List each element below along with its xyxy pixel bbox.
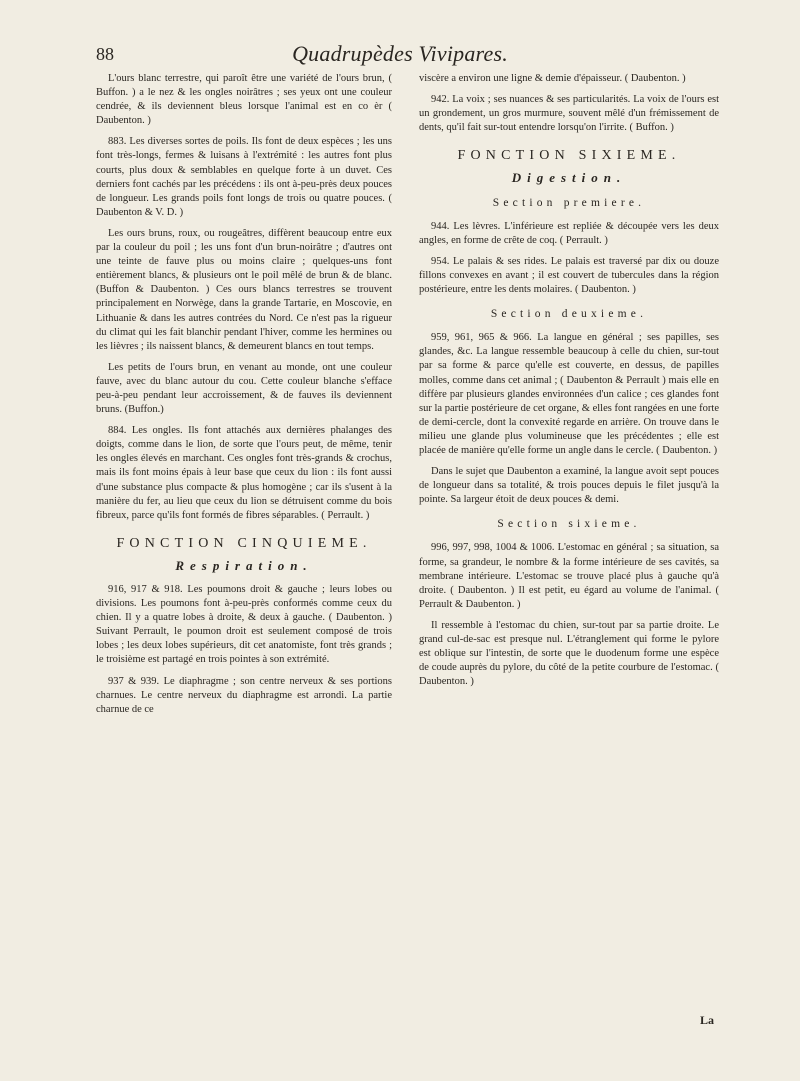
paragraph: Dans le sujet que Daubenton a examiné, la langue avoit sept pouces de longueur dans sa totalité, & trois pouces depuis le filet jusqu'à la pointe. Sa largeur étoit de deux pouces & demi. — [419, 466, 719, 506]
paragraph: Il ressemble à l'estomac du chien, sur-tout par sa partie droite. Le grand cul-de-sac est presque nul. L'étranglement qui forme le pylore est oblique sur l'intestin, de sorte que le duodenum forme une espèce de coude auprès du pylore, du côté de la petite courbure de l'estomac. ( Daubenton. ) — [419, 619, 719, 688]
section-title: FONCTION SIXIEME. — [457, 148, 681, 164]
paragraph: 942. La voix ; ses nuances & ses particularités. La voix de l'ours est un grondement, un gros murmure, souvent mêlé d'un frémissement de dents, qu'il fait sur-tout entendre lorsqu'on l'irrite. ( Buffon. ) — [419, 94, 719, 134]
paragraph: 916, 917 & 918. Les poumons droit & gauche ; leurs lobes ou divisions. Les poumons font à-peu-près conformés comme ceux du chien. Il y a quatre lobes à droite, & deux à gauche. ( Daubenton. ) Suivant Perrault, le poumon droit est seulement composé de trois lobes ; les deux lobes supérieurs, dit cet anatomiste, font très grands ; le troisième est partagé en trois pointes à son extrémité. — [96, 584, 392, 666]
paragraph: 996, 997, 998, 1004 & 1006. L'estomac en général ; sa situation, sa forme, sa grandeur, le nombre & la forme intérieure de ses cavités, sa membrane intérieure. L'estomac se trouve placé plus à gauche qu'à droite. ( Daubenton. ) Il est petit, eu égard au volume de l'animal. ( Perrault & Daubenton. ) — [419, 542, 719, 610]
paragraph: 954. Le palais & ses rides. Le palais est traversé par dix ou douze fillons convexes en avant ; il est couvert de tubercules dans la région postérieure, entre les dents molaires. ( Daubenton. ) — [419, 255, 719, 296]
subsection-title: Section deuxieme. — [490, 308, 648, 321]
left-column — [96, 72, 392, 724]
paragraph: 883. Les diverses sortes de poils. Ils font de deux espèces ; les uns font très-longs, fermes & luisans à l'extrémité : les autres font plus courts, plus doux & semblables en quelque forte à un duvet. Ces derniers font cachés par les précédens : ils ont à-peu-près deux pouces de longueur. Les grands poils font longs de trois ou quatre pouces. ( Daubenton & V. D. ) — [96, 136, 392, 218]
paragraph: 944. Les lèvres. L'inférieure est repliée & découpée vers les deux angles, en forme de crête de coq. ( Perrault. ) — [419, 220, 719, 246]
section-subtitle: Respiration. — [175, 557, 313, 573]
paragraph: Les ours bruns, roux, ou rougeâtres, diffèrent beaucoup entre eux par la couleur du poil ; les uns font d'un brun-noirâtre ; d'autres ont une teinte de fauve plus ou moins claire ; quelques-uns font entièrement blancs, & plusieurs ont le poil mêlé de brun & de blanc. (Buffon & Daubenton. ) Ces ours blancs terrestres se trouvent principalement en Norwège, dans la grande Tartarie, en Moscovie, en Lithuanie & dans les autres contrées du Nord. Ce n'est pas la rigueur du climat qui les fait blanchir pendant l'hiver, comme les hermines ou les lièvres ; ils naissent blancs, & demeurent blancs en tout temps. — [96, 227, 392, 352]
subsection-title: Section premiere. — [492, 196, 646, 209]
running-title: Quadrupèdes Vivipares. — [292, 41, 508, 66]
subsection-title: Section sixieme. — [497, 518, 641, 531]
paragraph: 884. Les ongles. Ils font attachés aux dernières phalanges des doigts, comme dans le lion, de sorte que l'ours peut, de même, tenir les ongles élevés en marchant. Ces ongles font très-grands & crochus, mais ils font moins épais à leur base que ceux du lion : ils font aussi d'une substance plus compacte & plus homogène ; car ils s'usent à la manière du fer, au lieu que ceux du lion se détruisent comme du bois fibreux, parce qu'ils font formés de fibres séparables. ( Perrault. ) — [96, 425, 392, 521]
section-subtitle: Digestion. — [511, 170, 627, 186]
catchword: La — [700, 1013, 715, 1027]
paragraph: Les petits de l'ours brun, en venant au monde, ont une couleur fauve, avec du blanc autour du cou. Cette couleur blanche s'efface peu-à-peu pendant leur accroissement, & de fauves ils deviennent bruns. (Buffon.) — [96, 361, 392, 416]
running-header — [0, 36, 800, 76]
paragraph: 959, 961, 965 & 966. La langue en général ; ses papilles, ses glandes, &c. La langue ressemble beaucoup à celle du chien, sur-tout par sa forme & parce qu'elle est couverte, en dessus, de papilles molles, comme dans cet animal ; ( Daubenton & Perrault ) mais elle en diffère par plusieurs glandes environnées d'un calice ; ces glandes font sur la partie postérieure de cet organe, & elles font rangées en une forte de demi-cercle, dont la convexité regarde en arrière. On trouve dans le milieu une glande plus volumineuse que les précédentes ; elle est placée de manière qu'elle forme un angle dans le cercle. ( Daubenton. ) — [419, 332, 719, 456]
section-title: FONCTION CINQUIEME. — [116, 535, 372, 551]
paragraph: L'ours blanc terrestre, qui paroît être une variété de l'ours brun, ( Buffon. ) a le nez & les ongles noirâtres ; ses yeux ont une couleur cendrée, & ils deviennent bleus lorsque l'animal est en co èr ( Daubenton. ) — [96, 73, 392, 127]
right-column — [419, 72, 719, 696]
paragraph: viscère a environ une ligne & demie d'épaisseur. ( Daubenton. ) — [419, 73, 686, 84]
page-number: 88 — [96, 44, 114, 64]
paragraph: 937 & 939. Le diaphragme ; son centre nerveux & ses portions charnues. Le centre nerveux du diaphragme est arrondi. La partie charnue de ce — [96, 675, 392, 715]
